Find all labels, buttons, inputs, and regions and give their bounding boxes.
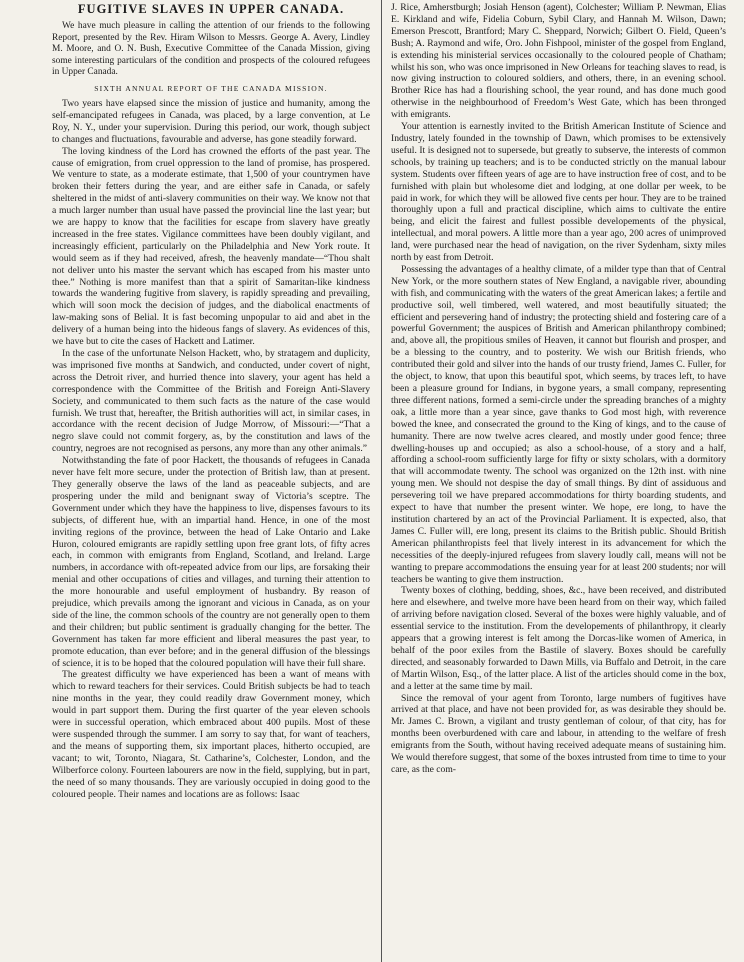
paragraph: Since the removal of your agent from Toronto, large numbers of fugitives have arrived at that place, and have not been provided for, as was desirable they should be. Mr. James C. Brown, a vigilant and trusty gentleman of colour, of that city, has for months been overburdened with care and labour, in attending to the welfare of fresh emigrants from the South, without having received adequate means of sustaining him. We would therefore suggest, that some of the boxes intrusted from time to time to your care, as the com- — [391, 692, 726, 775]
paragraph: Notwithstanding the fate of poor Hackett, the thousands of refugees in Canada never have felt more secure, under the protection of British law, than at present. They generally observe the laws of the land as peaceable subjects, and are prospering under the mild and benignant sway of Victoria’s sceptre. The Government under which they have the happiness to live, dispenses favours to its subjects, of different hue, with an impartial hand. Hence, in one of the most inviting regions of the province, between the head of Lake Ontario and Lake Huron, coloured emigrants are rapidly settling upon free grant lots, of fifty acres each, in common with emigrants from England, Scotland, and Ireland. Large numbers, in accordance with oft-repeated advice from our lips, are forsaking their menial and other occupations of cities and villages, and turning their attention to the more honourable and useful employment of husbandry. By reason of prejudice, which prevails among the ignorant and vicious in Canada, as on your side of the line, the common schools of the country are not generally open to them and their children; but public sentiment is gradually changing for the better. The Government has taken far more efficient and liberal measures the past year, to promote education, than ever before; and in the general diffusion of the blessings of science, it is to be hoped that the coloured population will have their full share. — [52, 455, 370, 669]
report-heading: SIXTH ANNUAL REPORT OF THE CANADA MISSION. — [94, 83, 328, 93]
intro-paragraph: We have much pleasure in calling the attention of our friends to the following Report, presented by the Rev. Hiram Wilson to Messrs. George A. Avery, Lindley M. Moore, and O. N. Bush, Executive Committee of the Canada Mission, giving some interesting particulars of the condition and prospects of the coloured refugees in Upper Canada. — [52, 21, 370, 78]
right-column — [391, 2, 726, 962]
paragraph: In the case of the unfortunate Nelson Hackett, who, by stratagem and duplicity, was imprisoned five months at Sandwich, and conducted, under covert of night, across the Detroit river, and hurried thence into slavery, your agent has held a correspondence with the Committee of the British and Foreign Anti-Slavery Society, and communicated to them such facts as the nature of the case would furnish. We trust that, hereafter, the British authorities will act, in similar cases, in accordance with the recent decision of Judge Morrow, of Missouri:—“That a negro slave could not commit forgery, as, by the constitution and laws of the country, negroes are not recognised as persons, any more than any other animals.” — [52, 348, 370, 455]
article-title: FUGITIVE SLAVES IN UPPER CANADA. — [77, 2, 345, 16]
continuation-paragraph: J. Rice, Amherstburgh; Josiah Henson (agent), Colchester; William P. Newman, Elias E. Kirkland and wife, Fidelia Coburn, Sybil Clary, and Hannah M. Wilson, Dawn; Emerson Prescott, Brantford; Mary C. Sheppard, Norwich; Gilbert O. Field, Queen’s Bush; A. Raymond and wife, Oro. John Fishpool, minister of the gospel from England, is extending his ministerial services occasionally to the coloured people of Chatham; whilst his son, who was once imprisoned in New Orleans for teaching slaves to read, is now giving instruction to coloured soldiers, and others, there, in an evening school. Brother Rice has had a flourishing school, the year round, and has done much good otherwise in the neighbourhood of Freedom’s West Gate, which has been thronged with emigrants. — [391, 2, 726, 121]
paragraph: The greatest difficulty we have experienced has been a want of means with which to reward teachers for their services. Could British subjects be had to teach nine months in the year, they could readily draw Government money, which would in part support them. During the first quarter of the year eleven schools were in successful operation, which embraced about 400 pupils. Most of these were suspended through the summer. I am sorry to say that, for want of teachers, and the means of supporting them, six important places, hitherto occupied, are vacant; to wit, Toronto, Niagara, St. Catharine’s, Colchester, London, and the Wilberforce colony. Fourteen labourers are now in the field, supplying, but in part, the need of so many thousands. They are variously occupied in doing good to the coloured people. Their names and locations are as follows: Isaac — [52, 669, 370, 800]
paragraph: Two years have elapsed since the mission of justice and humanity, among the self-emancipated refugees in Canada, was placed, by a large convention, at Le Roy, N. Y., under your supervision. During this period, our work, though subject to changes and fluctuations, favourable and adverse, has gone steadily forward. — [52, 97, 370, 145]
left-column — [52, 2, 370, 962]
paragraph: The loving kindness of the Lord has crowned the efforts of the past year. The cause of emigration, from cruel oppression to the land of promise, has prospered. We venture to state, as a moderate estimate, that 1,500 of your countrymen have broken their fetters during the year, and are either safe in Canada, or safely sheltered in the midst of anti-slavery communities on their way. We know not that a much larger number than usual have passed the provincial line the last year; but we are happy to know that the facilities for escape from slavery have greatly increased in the free states. Vigilance committees have been doubly vigilant, and increasingly efficient, particularly on the Philadelphia and New York route. It would seem as if they had received, afresh, the heavenly mandate—“Thou shalt not deliver unto his master the servant which has escaped from his master unto thee.” Nothing is more manifest than that a spirit of Samaritan-like kindness towards the wandering fugitive from slavery, is rapidly spreading and prevailing, which will soon mock the decision of judges, and the diabolical enactments of law-making sons of Belial. It is fast becoming unpopular to aid and abet in the delivery of a human being into the hideous fangs of slavery. As evidences of this, we have but to cite the cases of Hackett and Latimer. — [52, 145, 370, 348]
column-divider — [381, 0, 382, 962]
paragraph: Twenty boxes of clothing, bedding, shoes, &c., have been received, and distributed here and elsewhere, and twelve more have been heard from on their way, which failed of arriving before navigation closed. Several of the boxes were highly valuable, and of essential service to the institution. From the developements of philanthropy, it clearly appears that a growing interest is felt among the Dorcas-like women of America, in behalf of the poor exiles from the Bastile of slavery. Boxes should be carefully directed, and seasonably forwarded to Dawn Mills, via Buffalo and Detroit, in the care of Martin Wilson, Esq., of the latter place. A list of the articles should come in the box, and a letter at the same time by mail. — [391, 585, 726, 692]
paragraph: Possessing the advantages of a healthy climate, of a milder type than that of Central New York, or the more southern states of New England, a navigable river, abounding with fish, and communicating with the waters of the great American lakes; a fertile and productive soil, well timbered, well watered, and most beautifully situated; the efficient and persevering hand of industry; the protecting shield and fostering care of a powerful Government; the auspices of British and American philanthropy combined; and, above all, the propitious smiles of Heaven, it cannot but flourish and prosper, and be a blessing to the country, and to posterity. We wish our British friends, who contributed their gold and silver into the hands of our trusty friend, James C. Fuller, for the object, to know, that upon this beautiful spot, which seems, by traces left, to have been a pleasure ground for Indians, in bygone years, a small company, representing three different nations, formed a semi-circle under the spreading branches of a mighty oak, a little more than a year since, gave thanks to God most high, with reverence bowed the knee, and consecrated the ground to the King of kings, and to the cause of humanity. There are now twelve acres cleared, and mostly under good fence; three dwelling-houses up and occupied; as also a school-house, of a story and a half, affording a school-room sufficiently large for fifty or sixty scholars, with a dormitory that will accommodate twenty. The school was organized on the 12th inst. with nine young men. We should not despise the day of small things. By dint of assiduous and persevering toil we have prepared accommodations for thirty boarding students, and expect to have that number the present winter. We hope, ere long, to have the institution chartered by an act of the Provincial Parliament. It is expected, also, that James C. Fuller will, ere long, present its claims to the British public. Should British American philanthropists feel that lively interest in its advancement for which the necessities of the deeply-injured refugees from slavery loudly call, means will not be wanting to prepare accommodations the ensuing year for at least 200 students; nor will teachers be wanting to give them instruction. — [391, 263, 726, 585]
paragraph: Your attention is earnestly invited to the British American Institute of Science and Industry, lately founded in the township of Dawn, which promises to be extensively useful. It is designed not to supersede, but greatly to subserve, the interests of common schools, by training up teachers; and is to be conducted strictly on the manual labour system. Students over fifteen years of age are to have instruction free of cost, and to be furnished with plain but wholesome diet and lodging, at one dollar per week, to be paid in work, for which they will be allowed five cents per hour. They are to be trained thoroughly upon a full and practical discipline, which aims to cultivate the entire being, and elicit the fairest and fullest possible developements of the physical, intellectual, and moral powers. A little more than a year ago, 200 acres of unimproved land, were purchased near the head of navigation, on the river Sydenham, sixty miles north by east from Detroit. — [391, 121, 726, 264]
